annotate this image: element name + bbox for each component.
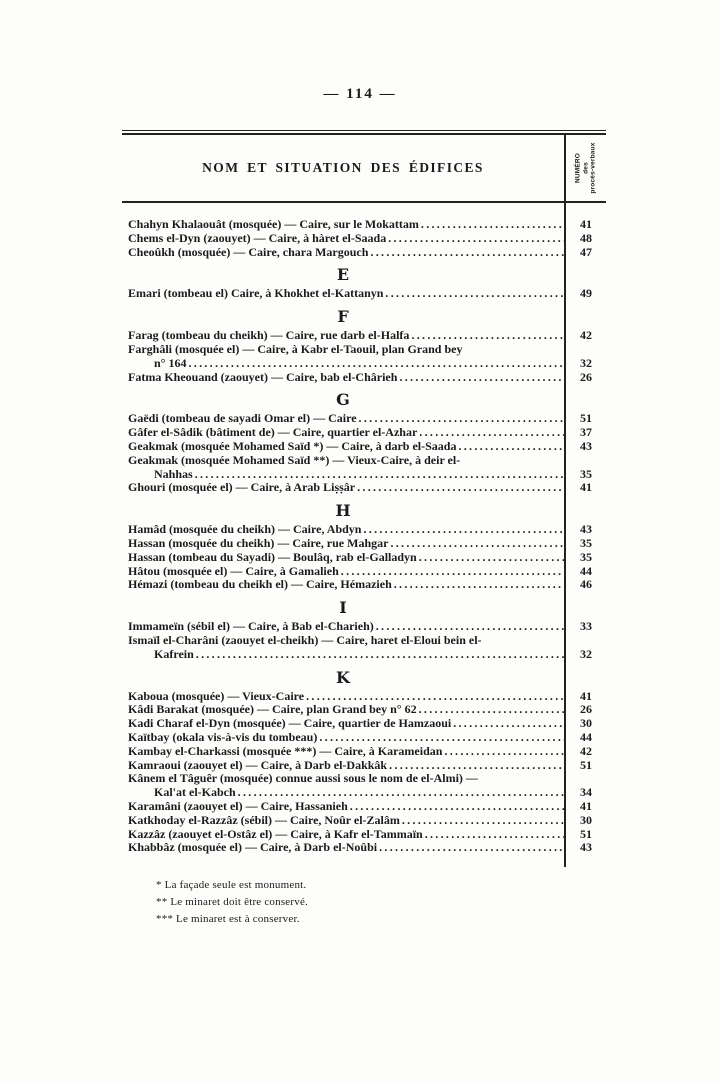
entry-text — [122, 828, 564, 842]
table-row — [122, 565, 606, 579]
table-row — [122, 371, 606, 385]
table-row — [122, 828, 606, 842]
dot-leader — [394, 578, 564, 592]
footnotes — [156, 877, 308, 928]
table-row — [122, 731, 606, 745]
entry-last-line — [128, 329, 564, 343]
entry-number: 34 — [580, 785, 592, 800]
dot-leader — [389, 759, 564, 773]
entry-last-line — [128, 232, 564, 246]
dot-leader — [363, 523, 564, 537]
entry-last-line — [128, 426, 564, 440]
entry-number: 44 — [580, 563, 592, 578]
dot-leader — [359, 412, 564, 426]
table-row — [122, 218, 606, 232]
entry-line: Gâfer el-Sâdik (bâtiment de) — Caire, quartier el-Azhar — [128, 426, 418, 440]
dot-leader — [379, 841, 564, 855]
entry-text — [122, 772, 564, 800]
entry-number: 35 — [580, 549, 592, 564]
table-row — [122, 412, 606, 426]
dot-leader — [341, 565, 564, 579]
dot-leader — [319, 731, 564, 745]
entry-last-line — [128, 551, 564, 565]
entry-last-line — [128, 246, 564, 260]
dot-leader — [419, 426, 564, 440]
entry-text — [122, 481, 564, 495]
entry-number: 41 — [580, 480, 592, 495]
num-column-label-line: procès-verbaux — [589, 142, 597, 194]
entry-text — [122, 329, 564, 343]
table-row — [122, 232, 606, 246]
entry-line: Kaboua (mosquée) — Vieux-Caire — [128, 689, 305, 703]
entry-text — [122, 551, 564, 565]
entry-text — [122, 426, 564, 440]
section-letter-row — [122, 384, 606, 412]
entry-line: Kal'at el-Kabch — [154, 785, 236, 800]
entry-line: Khabbâz (mosquée el) — Caire, à Darb el-Noûbi — [128, 841, 378, 855]
entry-number: 47 — [580, 244, 592, 259]
entry-last-line — [128, 814, 564, 828]
dot-leader — [357, 481, 564, 495]
entry-last-line — [128, 357, 564, 371]
dot-leader — [421, 218, 564, 232]
dot-leader — [238, 786, 564, 800]
name-column-header: NOM ET SITUATION DES ÉDIFICES — [202, 160, 484, 175]
table-row — [122, 814, 606, 828]
table-row — [122, 481, 606, 495]
entry-number: 41 — [580, 217, 592, 231]
dot-leader — [444, 745, 564, 759]
table-row — [122, 717, 606, 731]
table-row — [122, 745, 606, 759]
entry-line: Chahyn Khalaouât (mosquée) — Caire, sur le Mokattam — [128, 218, 419, 231]
num-column-header — [566, 135, 606, 201]
entry-text — [122, 287, 564, 301]
entry-line: Ghouri (mosquée el) — Caire, à Arab Liṣṣâr — [128, 481, 356, 495]
num-column-label-line: des — [582, 162, 590, 174]
table-row — [122, 426, 606, 440]
dot-leader — [390, 537, 564, 551]
entry-text — [122, 717, 564, 731]
entry-line: Hémazi (tombeau du cheikh el) — Caire, Hémazieh — [128, 578, 392, 592]
table-row — [122, 440, 606, 454]
entry-number: 51 — [580, 826, 592, 841]
footnote: *** Le minaret est à conserver. — [156, 913, 300, 925]
dot-leader — [376, 620, 564, 634]
section-letter: G — [336, 390, 350, 410]
entry-number: 41 — [580, 798, 592, 813]
entry-last-line — [128, 717, 564, 731]
entry-last-line — [128, 287, 564, 301]
entry-text — [122, 454, 564, 482]
table-row — [122, 634, 606, 662]
entry-number: 46 — [580, 577, 592, 592]
entry-number: 51 — [580, 757, 592, 772]
entry-number: 26 — [580, 369, 592, 384]
entry-text — [122, 232, 564, 246]
column-divider — [564, 135, 566, 201]
footnote: ** Le minaret doit être conservé. — [156, 896, 308, 908]
entry-text — [122, 523, 564, 537]
dot-leader — [453, 717, 564, 731]
entry-line: Kadi Charaf el-Dyn (mosquée) — Caire, quartier de Hamzaoui — [128, 717, 452, 731]
entry-line: Kazzâz (zaouyet el-Ostâz el) — Caire, à Kafr el-Tammaïn — [128, 827, 423, 841]
monuments-table — [122, 130, 606, 867]
table-row — [122, 343, 606, 371]
entry-line: Kambay el-Charkassi (mosquée ***) — Caire, à Karameidan — [128, 744, 443, 758]
entry-last-line — [128, 800, 564, 814]
entry-line: Hassan (mosquée du cheikh) — Caire, rue Mahgar — [128, 536, 389, 550]
entry-line: Hamâd (mosquée du cheikh) — Caire, Abdyn — [128, 523, 362, 537]
dot-leader — [388, 232, 564, 246]
entry-text — [122, 745, 564, 759]
table-row — [122, 578, 606, 592]
entry-line: Kamraoui (zaouyet el) — Caire, à Darb el-Dakkâk — [128, 758, 388, 772]
entry-line: Gaëdi (tombeau de sayadi Omar el) — Caire — [128, 412, 357, 426]
entry-line: n° 164 — [154, 355, 187, 370]
entry-line: Chems el-Dyn (zaouyet) — Caire, à hàret el-Saada — [128, 231, 387, 245]
dot-leader — [188, 357, 564, 371]
entry-last-line — [128, 440, 564, 454]
table-row — [122, 287, 606, 301]
entry-line: Emari (tombeau el) Caire, à Khokhet el-Kattanyn — [128, 287, 384, 301]
entry-number: 32 — [580, 355, 592, 370]
entry-last-line — [128, 731, 564, 745]
column-divider — [564, 203, 566, 867]
entry-line: Fatma Kheouand (zaouyet) — Caire, bab el-Chârieh — [128, 370, 398, 384]
section-letter-row — [122, 259, 606, 287]
entry-text — [122, 440, 564, 454]
entry-last-line — [128, 412, 564, 426]
entry-line: Hâtou (mosquée el) — Caire, à Gamalieh — [128, 564, 339, 578]
dot-leader — [350, 800, 564, 814]
entry-line: Nahhas — [154, 466, 193, 481]
entry-text — [122, 731, 564, 745]
entry-last-line — [128, 468, 564, 482]
entry-text — [122, 565, 564, 579]
entry-last-line — [128, 786, 564, 800]
dot-leader — [306, 690, 564, 704]
table-row — [122, 454, 606, 482]
entry-line: Kaïtbay (okala vis-à-vis du tombeau) — [128, 730, 318, 744]
entry-number: 35 — [580, 466, 592, 481]
entry-last-line — [128, 218, 564, 232]
entry-last-line — [128, 620, 564, 634]
entry-line: Farghâli (mosquée el) — Caire, à Kabr el-Taouil, plan Grand bey — [128, 342, 463, 356]
section-letter: E — [336, 265, 350, 285]
entry-last-line — [128, 745, 564, 759]
entry-number: 43 — [580, 438, 592, 453]
footnote: * La façade seule est monument. — [156, 879, 307, 891]
entry-last-line — [128, 648, 564, 662]
entry-line: Karamâni (zaouyet el) — Caire, Hassanieh — [128, 799, 348, 813]
section-letter-row — [122, 592, 606, 620]
table-row — [122, 246, 606, 260]
entry-line: Kafrein — [154, 646, 194, 661]
dot-leader — [370, 246, 564, 260]
table-row — [122, 690, 606, 704]
section-letter: H — [335, 501, 351, 521]
dot-leader — [195, 468, 564, 482]
dot-leader — [411, 329, 564, 343]
entry-text — [122, 800, 564, 814]
entry-text — [122, 841, 564, 855]
entry-text — [122, 246, 564, 260]
dot-leader — [419, 703, 564, 717]
entry-last-line — [128, 703, 564, 717]
table-row — [122, 523, 606, 537]
entry-line: Katkhoday el-Razzâz (sébil) — Caire, Noûr el-Zalâm — [128, 813, 400, 827]
dot-leader — [399, 371, 564, 385]
num-column-label — [575, 136, 598, 200]
entry-line: Kâdi Barakat (mosquée) — Caire, plan Grand bey n° 62 — [128, 703, 417, 717]
entry-text — [122, 343, 564, 371]
entry-text — [122, 620, 564, 634]
table-row — [122, 620, 606, 634]
section-letter: K — [336, 667, 350, 687]
table-row — [122, 772, 606, 800]
entry-text — [122, 371, 564, 385]
entry-number: 44 — [580, 729, 592, 744]
entry-number: 42 — [580, 328, 592, 343]
entry-last-line — [128, 371, 564, 385]
entry-line: Ismaïl el-Charâni (zaouyet el-cheikh) — Caire, haret el-Eloui bein el- — [128, 633, 482, 647]
table-body — [122, 203, 606, 867]
entry-last-line — [128, 565, 564, 579]
entry-number: 48 — [580, 230, 592, 245]
entry-number: 26 — [580, 702, 592, 717]
dot-leader — [196, 648, 564, 662]
entry-line: Cheoûkh (mosquée) — Caire, chara Margouch — [128, 245, 369, 259]
dot-leader — [402, 814, 564, 828]
entry-number: 30 — [580, 812, 592, 827]
entry-line: Farag (tombeau du cheikh) — Caire, rue darb el-Halfa — [128, 329, 410, 343]
entry-text — [122, 578, 564, 592]
table-row — [122, 759, 606, 773]
entry-text — [122, 703, 564, 717]
num-column-label-line: NUMÉRO — [574, 152, 582, 184]
entry-text — [122, 412, 564, 426]
entry-last-line — [128, 828, 564, 842]
entry-number: 32 — [580, 646, 592, 661]
section-letter: I — [339, 598, 347, 618]
entry-last-line — [128, 841, 564, 855]
entry-text — [122, 218, 564, 232]
dot-leader — [419, 551, 564, 565]
table-header — [122, 135, 606, 203]
entry-text — [122, 814, 564, 828]
entry-number: 43 — [580, 840, 592, 855]
table-row — [122, 841, 606, 855]
entry-text — [122, 690, 564, 704]
dot-leader — [458, 440, 564, 454]
entry-last-line — [128, 523, 564, 537]
entry-number: 42 — [580, 743, 592, 758]
entry-line: Hassan (tombeau du Sayadi) — Boulâq, rab el-Galladyn — [128, 550, 417, 564]
entry-number: 35 — [580, 535, 592, 550]
entry-text — [122, 634, 564, 662]
entry-text — [122, 759, 564, 773]
table-row — [122, 329, 606, 343]
table-row — [122, 800, 606, 814]
table-row — [122, 537, 606, 551]
entry-line: Geakmak (mosquée Mohamed Saïd *) — Caire, à darb el-Saada — [128, 439, 457, 453]
entry-last-line — [128, 578, 564, 592]
entry-line: Kânem el Tâguêr (mosquée) connue aussi sous le nom de el-Almi) — — [128, 772, 478, 786]
entry-number: 51 — [580, 411, 592, 426]
section-letter-row — [122, 301, 606, 329]
entry-number: 37 — [580, 425, 592, 440]
section-letter-row — [122, 495, 606, 523]
entry-number: 33 — [580, 619, 592, 634]
dot-leader — [385, 287, 564, 301]
dot-leader — [425, 828, 564, 842]
entry-text — [122, 537, 564, 551]
entry-number: 43 — [580, 522, 592, 537]
entry-line: Immameïn (sébil el) — Caire, à Bab el-Charieh) — [128, 620, 374, 634]
section-letter: F — [337, 307, 349, 327]
entry-last-line — [128, 690, 564, 704]
entry-number: 49 — [580, 286, 592, 301]
entry-number: 30 — [580, 716, 592, 731]
section-letter-row — [122, 662, 606, 690]
table-row — [122, 551, 606, 565]
table-row — [122, 703, 606, 717]
entry-last-line — [128, 537, 564, 551]
page-number: — 114 — — [323, 86, 397, 102]
entry-number: 41 — [580, 688, 592, 703]
entry-last-line — [128, 759, 564, 773]
entry-line: Geakmak (mosquée Mohamed Saïd **) — Vieux-Caire, à deir el- — [128, 453, 461, 467]
entry-last-line — [128, 481, 564, 495]
